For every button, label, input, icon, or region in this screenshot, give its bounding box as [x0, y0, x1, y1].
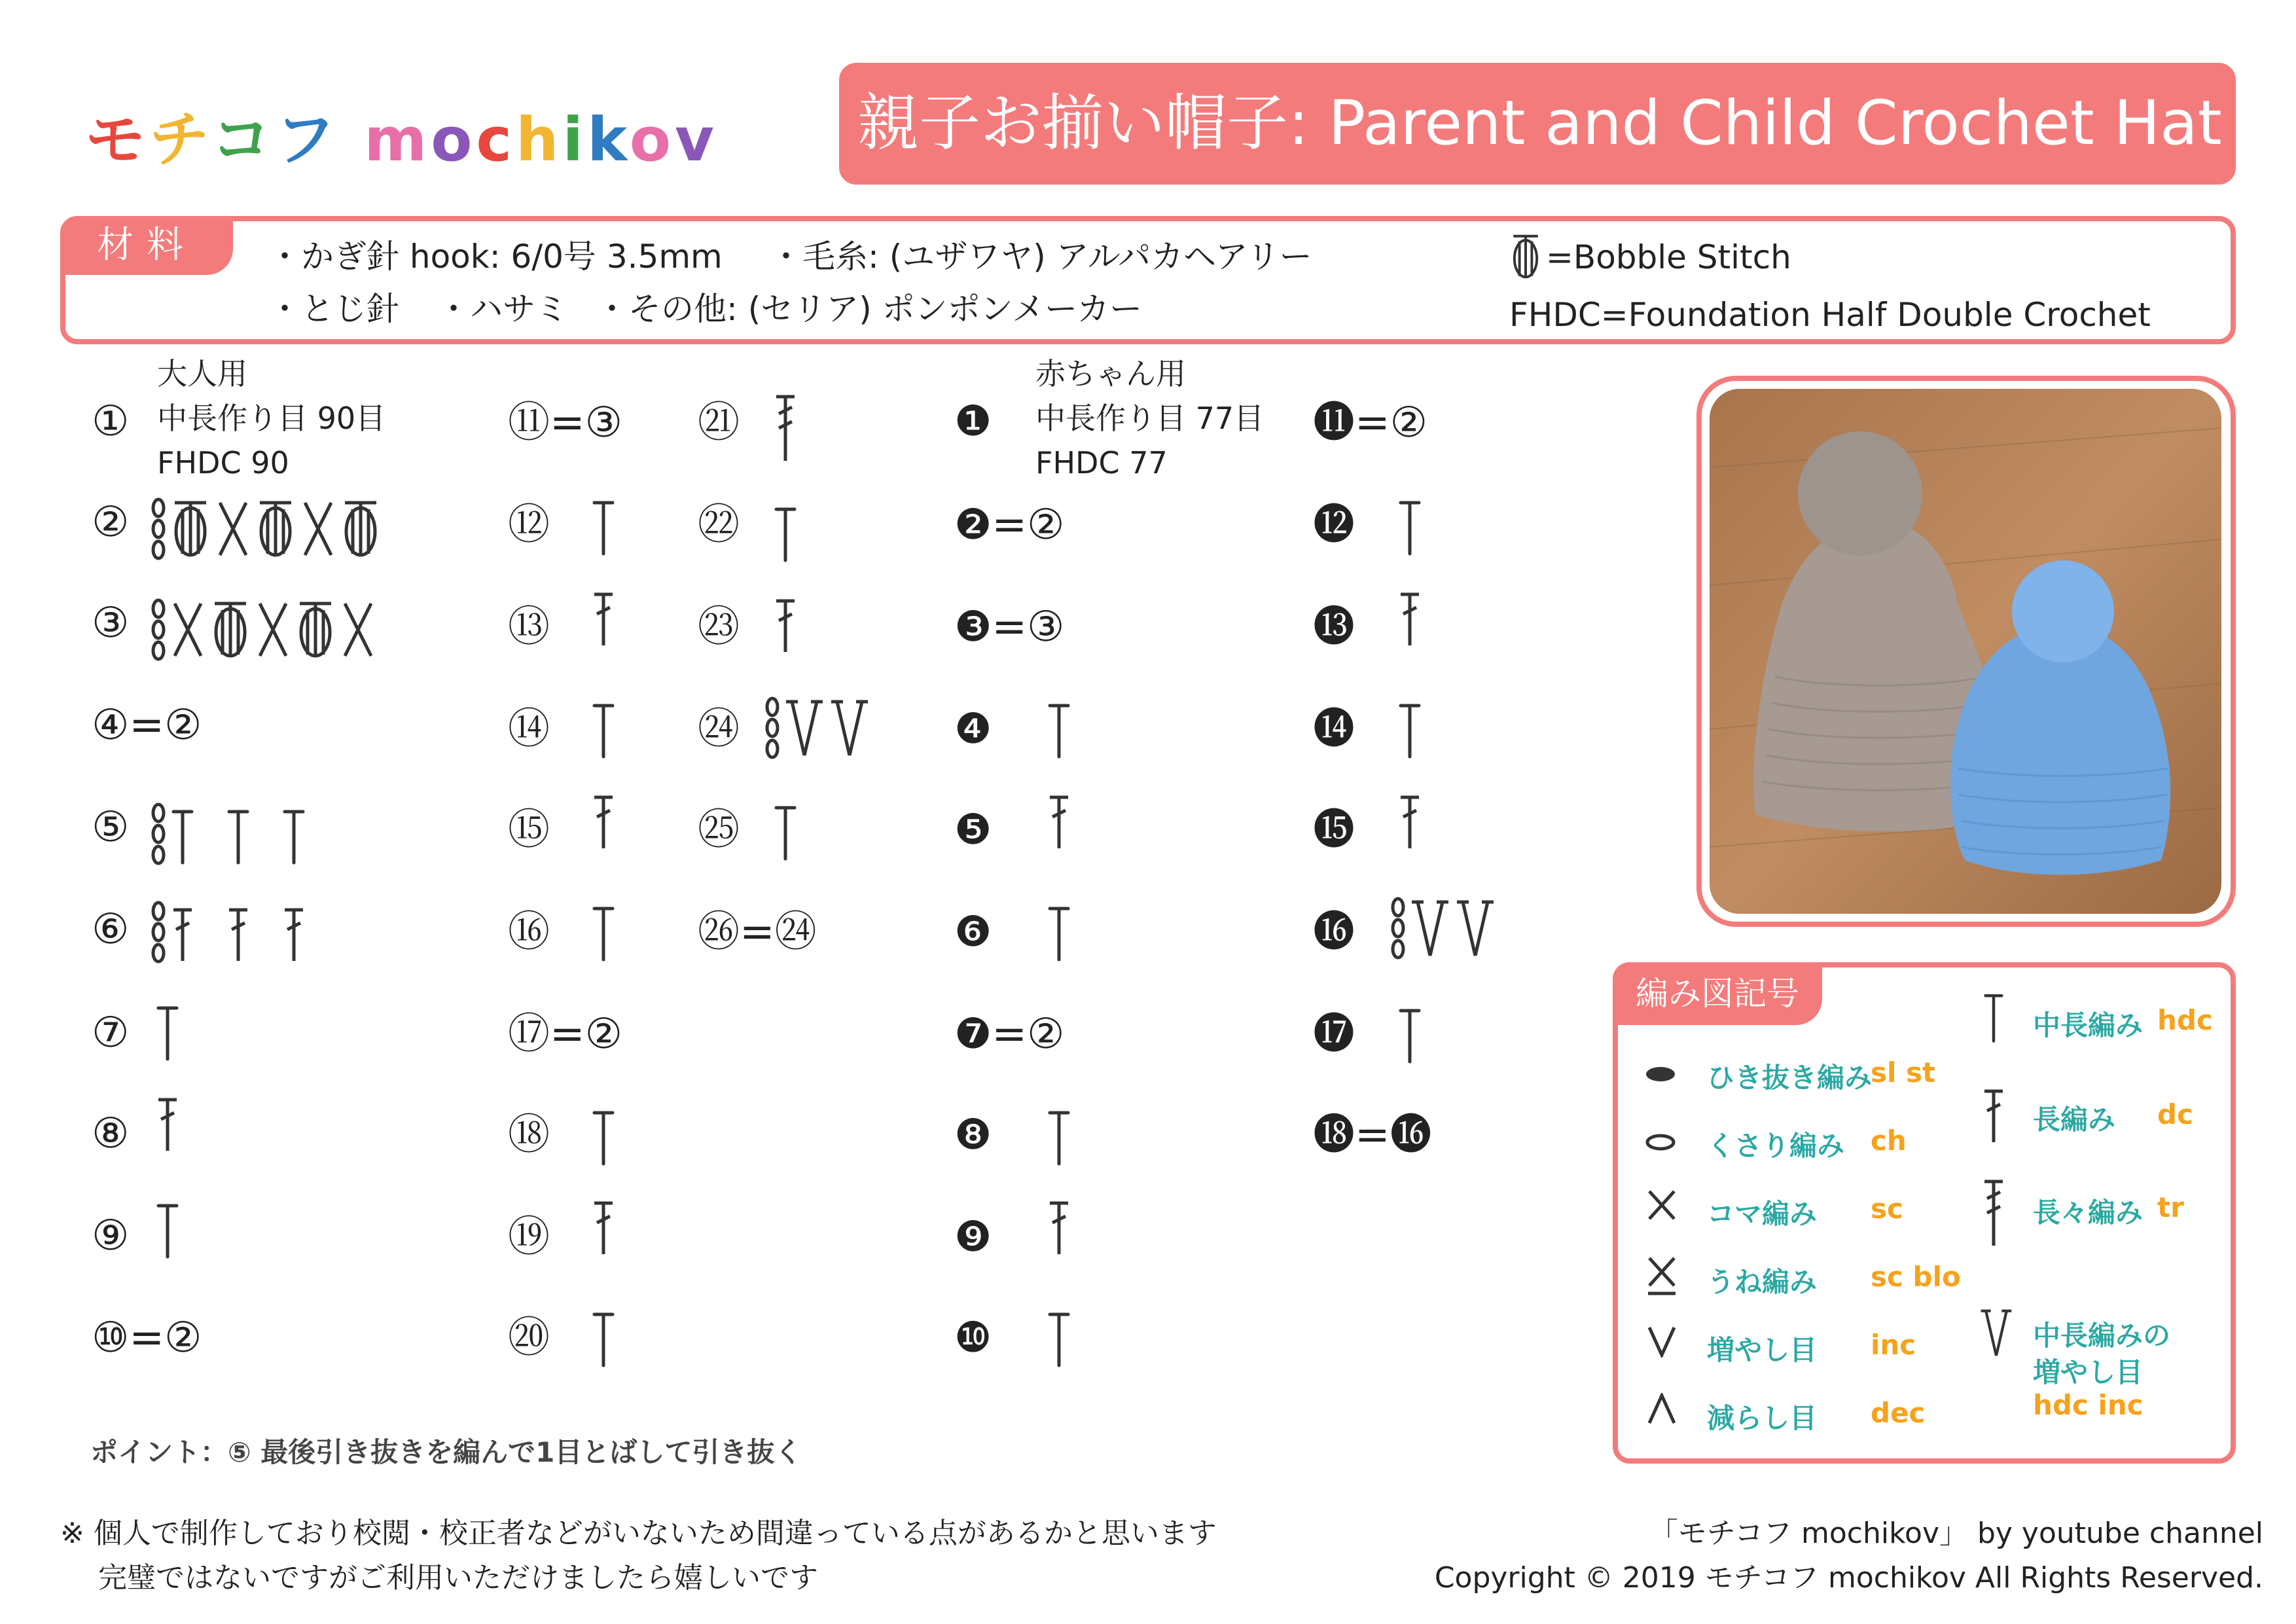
sc-icon	[170, 598, 206, 661]
baby-row-18: ⓲=⓰	[1313, 1111, 1432, 1159]
baby-label: 赤ちゃん用	[1035, 356, 1186, 391]
sc-legend-icon	[1647, 1189, 1677, 1221]
adult-label: 大人用	[157, 356, 247, 391]
sc-icon	[255, 598, 291, 661]
logo-letter: o	[431, 105, 476, 175]
hdc-icon	[1046, 1309, 1072, 1368]
dc-icon	[590, 792, 617, 851]
hdc-inc-icon	[829, 696, 870, 759]
adult-row-6-symbols	[151, 901, 307, 966]
baby-row-4: ❹	[954, 705, 992, 753]
inc-icon	[1647, 1325, 1677, 1358]
legend-hdc-inc-en: hdc inc	[2033, 1389, 2144, 1421]
adult-row-24: ㉔	[698, 705, 740, 753]
chain-icon	[151, 901, 166, 964]
sl-st-icon	[1644, 1064, 1677, 1084]
chain-icon	[151, 803, 166, 865]
adult-row-1-desc: 中長作り目 90目	[157, 401, 386, 436]
baby-row-6: ❻	[954, 908, 992, 956]
hdc-icon	[1046, 1108, 1072, 1166]
hdc-inc-icon	[1454, 897, 1496, 960]
point-note: ポイント：⑤ 最後引き抜きを編んで1目とばして引き抜く	[90, 1436, 802, 1468]
logo-letter: k	[587, 105, 630, 175]
baby-row-14: ⓮	[1313, 705, 1355, 753]
adult-row-17: ⑰=②	[508, 1010, 622, 1058]
hdc-icon	[1397, 497, 1423, 556]
legend-hdc-ja: 中長編み	[2033, 1009, 2144, 1041]
adult-row-4: ④=②	[92, 701, 202, 749]
disclaimer-line-1: ※ 個人で制作しており校閲・校正者などがいないため間違っている点があるかと思います	[60, 1517, 1217, 1550]
dc-icon	[772, 596, 798, 655]
baby-row-9: ❾	[954, 1213, 992, 1261]
adult-row-5-symbols	[151, 803, 307, 868]
adult-row-6: ⑥	[92, 905, 130, 954]
legend-tr-ja: 長々編み	[2033, 1197, 2144, 1229]
legend-dc-ja: 長編み	[2033, 1104, 2116, 1136]
hdc-legend-icon	[1981, 991, 2007, 1043]
dc-icon	[154, 1094, 181, 1153]
bobble-icon	[209, 598, 251, 661]
adult-row-1-fhdc: FHDC 90	[157, 445, 289, 480]
adult-row-13: ⑬	[508, 603, 550, 651]
dc-legend-icon	[1981, 1083, 2007, 1148]
adult-row-15: ⑮	[508, 806, 550, 854]
baby-row-1-desc: 中長作り目 77目	[1035, 401, 1265, 436]
hdc-icon	[1046, 903, 1072, 962]
adult-row-3: ③	[92, 599, 130, 647]
tr-icon	[772, 391, 798, 463]
logo-letter	[339, 105, 364, 175]
hdc-inc-icon	[783, 696, 825, 759]
adult-row-24-symbols	[764, 696, 870, 762]
dc-icon	[590, 589, 617, 648]
legend-ch-en: ch	[1871, 1125, 1907, 1157]
bobble-icon	[295, 598, 336, 661]
hdc-inc-icon	[1409, 897, 1451, 960]
legend-hdc-en: hdc	[2157, 1004, 2213, 1036]
baby-row-8: ❽	[954, 1111, 992, 1159]
logo-letter: フ	[275, 105, 340, 175]
hdc-icon	[1397, 700, 1423, 759]
sc-icon	[300, 497, 336, 560]
logo-letter: o	[629, 105, 675, 175]
legend-sc-blo-en: sc blo	[1871, 1261, 1961, 1293]
dc-icon	[1046, 1198, 1072, 1257]
legend-sl-st-ja: ひき抜き編み	[1707, 1062, 1873, 1094]
adult-row-18: ⑱	[508, 1111, 550, 1159]
materials-yarn: ・毛糸: (ユザワヤ) アルパカヘアリー	[770, 238, 1312, 276]
baby-row-16-symbols	[1390, 897, 1496, 962]
hdc-icon	[170, 806, 196, 865]
sc-icon	[340, 598, 376, 661]
adult-row-12: ⑫	[508, 501, 550, 549]
legend-hdc-inc-ja2: 増やし目	[2033, 1356, 2144, 1388]
dc-icon	[199, 905, 251, 964]
materials-other: ・その他: (セリア) ポンポンメーカー	[596, 290, 1143, 328]
bobble-icon	[340, 497, 382, 560]
baby-row-12: ⓬	[1313, 501, 1355, 549]
chain-icon	[151, 598, 166, 661]
hdc-icon	[772, 803, 798, 861]
logo-letter: c	[476, 105, 516, 175]
legend-tag: 編み図記号	[1613, 962, 1822, 1025]
adult-row-25: ㉕	[698, 806, 740, 854]
adult-row-8: ⑧	[92, 1110, 130, 1158]
bobble-legend: =Bobble Stitch	[1546, 238, 1791, 276]
disclaimer-line-2: 完璧ではないですがご利用いただけましたら嬉しいです	[98, 1561, 818, 1595]
baby-row-7: ❼=②	[954, 1010, 1065, 1058]
dc-icon	[590, 1198, 617, 1257]
baby-row-1-fhdc: FHDC 77	[1035, 445, 1168, 480]
baby-row-15: ⓯	[1313, 806, 1355, 854]
adult-row-21: ㉑	[698, 399, 740, 447]
legend-hdc-inc-ja: 中長編みの	[2033, 1320, 2171, 1352]
materials-needle: ・とじ針	[268, 290, 399, 328]
credit-line-2: Copyright © 2019 モチコフ mochikov All Rights Reserved.	[1434, 1561, 2263, 1595]
hdc-icon	[1046, 700, 1072, 759]
hdc-icon	[590, 1309, 617, 1368]
adult-row-26: ㉖=㉔	[698, 908, 817, 956]
baby-row-2: ❷=②	[954, 501, 1065, 549]
logo-letter: コ	[211, 105, 276, 175]
hdc-icon	[154, 1200, 181, 1259]
dc-icon	[1397, 589, 1423, 648]
materials-scissors: ・ハサミ	[437, 290, 568, 328]
adult-row-3-symbols	[151, 598, 376, 664]
hdc-icon	[199, 806, 251, 865]
bobble-icon	[255, 497, 296, 560]
hdc-icon	[255, 806, 307, 865]
materials-tag: 材料	[60, 216, 233, 275]
chain-icon	[1390, 897, 1406, 960]
adult-row-22: ㉒	[698, 501, 740, 549]
logo-letter: i	[562, 105, 588, 175]
credit-line-1: 「モチコフ mochikov」 by youtube channel	[1649, 1517, 2263, 1550]
chain-icon	[764, 696, 780, 759]
fhdc-legend: FHDC=Foundation Half Double Crochet	[1509, 296, 2151, 334]
legend-tr-en: tr	[2157, 1191, 2184, 1223]
adult-row-14: ⑭	[508, 705, 550, 753]
adult-row-7: ⑦	[92, 1009, 130, 1057]
hdc-icon	[772, 504, 798, 563]
dc-icon	[1397, 792, 1423, 851]
legend-dec-en: dec	[1871, 1397, 1926, 1429]
legend-sl-st-en: sl st	[1871, 1056, 1936, 1089]
logo-letter: チ	[149, 105, 211, 175]
logo-letter: v	[675, 105, 719, 175]
dc-icon	[255, 905, 307, 964]
sc-icon	[215, 497, 251, 560]
logo-letter: m	[364, 105, 431, 175]
page-title: 親子お揃い帽子: Parent and Child Crochet Hat	[839, 63, 2236, 185]
adult-row-20: ⑳	[508, 1314, 550, 1362]
baby-row-16: ⓰	[1313, 908, 1355, 956]
dc-icon	[170, 905, 196, 964]
baby-row-11: ⓫=②	[1313, 399, 1427, 447]
ch-icon	[1644, 1132, 1677, 1152]
bobble-icon	[170, 497, 211, 560]
legend-inc-en: inc	[1871, 1329, 1916, 1361]
tr-legend-icon	[1981, 1173, 2007, 1252]
hdc-icon	[154, 1003, 181, 1062]
sc-blo-icon	[1647, 1255, 1677, 1296]
baby-row-5: ❺	[954, 806, 992, 854]
legend-inc-ja: 増やし目	[1707, 1334, 1818, 1366]
legend-sc-en: sc	[1871, 1193, 1903, 1225]
adult-row-9: ⑨	[92, 1212, 130, 1260]
legend-sc-ja: コマ編み	[1707, 1198, 1818, 1230]
hdc-icon	[1397, 1005, 1423, 1064]
legend-sc-blo-ja: うね編み	[1707, 1266, 1818, 1298]
hats-photo	[1710, 389, 2221, 914]
hdc-icon	[590, 1108, 617, 1166]
bobble-stitch-icon	[1509, 232, 1542, 281]
legend-dc-en: dc	[2157, 1098, 2193, 1130]
adult-row-2-symbols	[151, 497, 382, 563]
baby-row-3: ❸=③	[954, 603, 1065, 651]
adult-row-5: ⑤	[92, 803, 130, 852]
logo	[85, 92, 718, 178]
logo-letter: h	[516, 105, 563, 175]
baby-row-17: ⓱	[1313, 1010, 1355, 1058]
chain-icon	[151, 497, 166, 560]
adult-row-1: ①	[92, 397, 130, 446]
dec-icon	[1647, 1393, 1677, 1426]
hdc-icon	[590, 497, 617, 556]
hdc-inc-legend-icon	[1978, 1307, 2015, 1359]
dc-icon	[1046, 792, 1072, 851]
adult-row-10: ⑩=②	[92, 1314, 202, 1362]
adult-row-2: ②	[92, 498, 130, 547]
baby-row-1: ❶	[954, 397, 992, 446]
legend-ch-ja: くさり編み	[1707, 1130, 1845, 1162]
adult-row-11: ⑪=③	[508, 399, 622, 447]
baby-row-10: ❿	[954, 1314, 992, 1362]
adult-row-19: ⑲	[508, 1213, 550, 1261]
legend-dec-ja: 減らし目	[1707, 1402, 1818, 1434]
hdc-icon	[590, 700, 617, 759]
materials-hook: ・かぎ針 hook: 6/0号 3.5mm	[268, 238, 723, 276]
baby-row-13: ⓭	[1313, 603, 1355, 651]
hdc-icon	[590, 903, 617, 962]
adult-row-16: ⑯	[508, 908, 550, 956]
adult-row-23: ㉓	[698, 603, 740, 651]
logo-letter: モ	[85, 105, 150, 175]
